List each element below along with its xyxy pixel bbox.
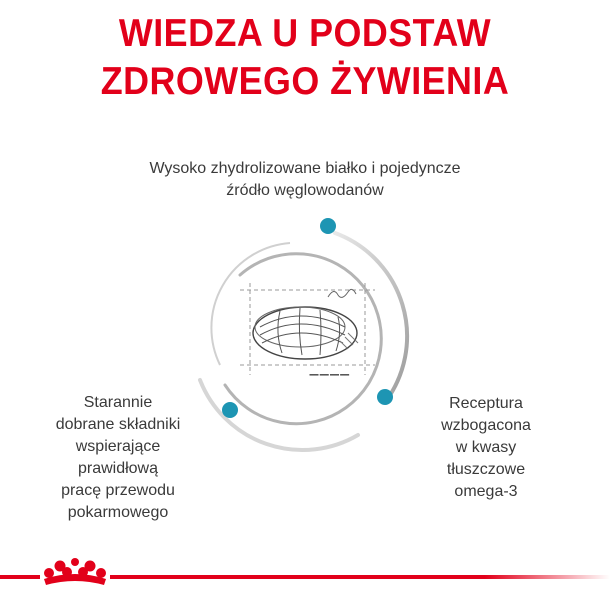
teal-dot-right [377,389,393,405]
footer-brand-bar [0,555,610,600]
footer-line-left [0,575,40,579]
benefit-left-line: Starannie [83,394,153,411]
footer-line-right [110,575,610,579]
kibble-sketch-icon [240,283,375,379]
title-line-2: ZDROWEGO ŻYWIENIA [100,60,510,103]
benefit-top-line: Wysoko zhydrolizowane białko i pojedyncze [149,160,461,177]
benefit-right-line: omega-3 [454,483,518,500]
benefit-right-line: Receptura [449,395,523,412]
benefit-left-line: pokarmowego [67,504,169,521]
inner-arc-secondary [211,243,290,365]
benefit-right-line: wzbogacona [441,417,531,434]
svg-text:— — — —: — — — — [310,370,349,379]
page-title [24,10,585,106]
benefit-left-text [38,392,198,524]
benefit-right-line: w kwasy [455,439,517,456]
benefits-diagram [180,205,430,455]
teal-dot-top [320,218,336,234]
benefit-right-line: tłuszczowe [446,461,526,478]
benefit-left-line: prawidłową [77,460,159,477]
inner-arc [225,254,381,424]
benefit-top-line: źródło węglowodanów [226,182,384,199]
benefit-left-line: dobrane składniki [55,416,181,433]
title-line-1: WIEDZA U PODSTAW [118,12,492,55]
teal-dot-left [222,402,238,418]
benefit-left-line: wspierające [75,438,161,455]
royal-crown-logo [44,558,106,585]
benefit-top-text [0,158,610,202]
benefit-left-line: pracę przewodu [61,482,175,499]
